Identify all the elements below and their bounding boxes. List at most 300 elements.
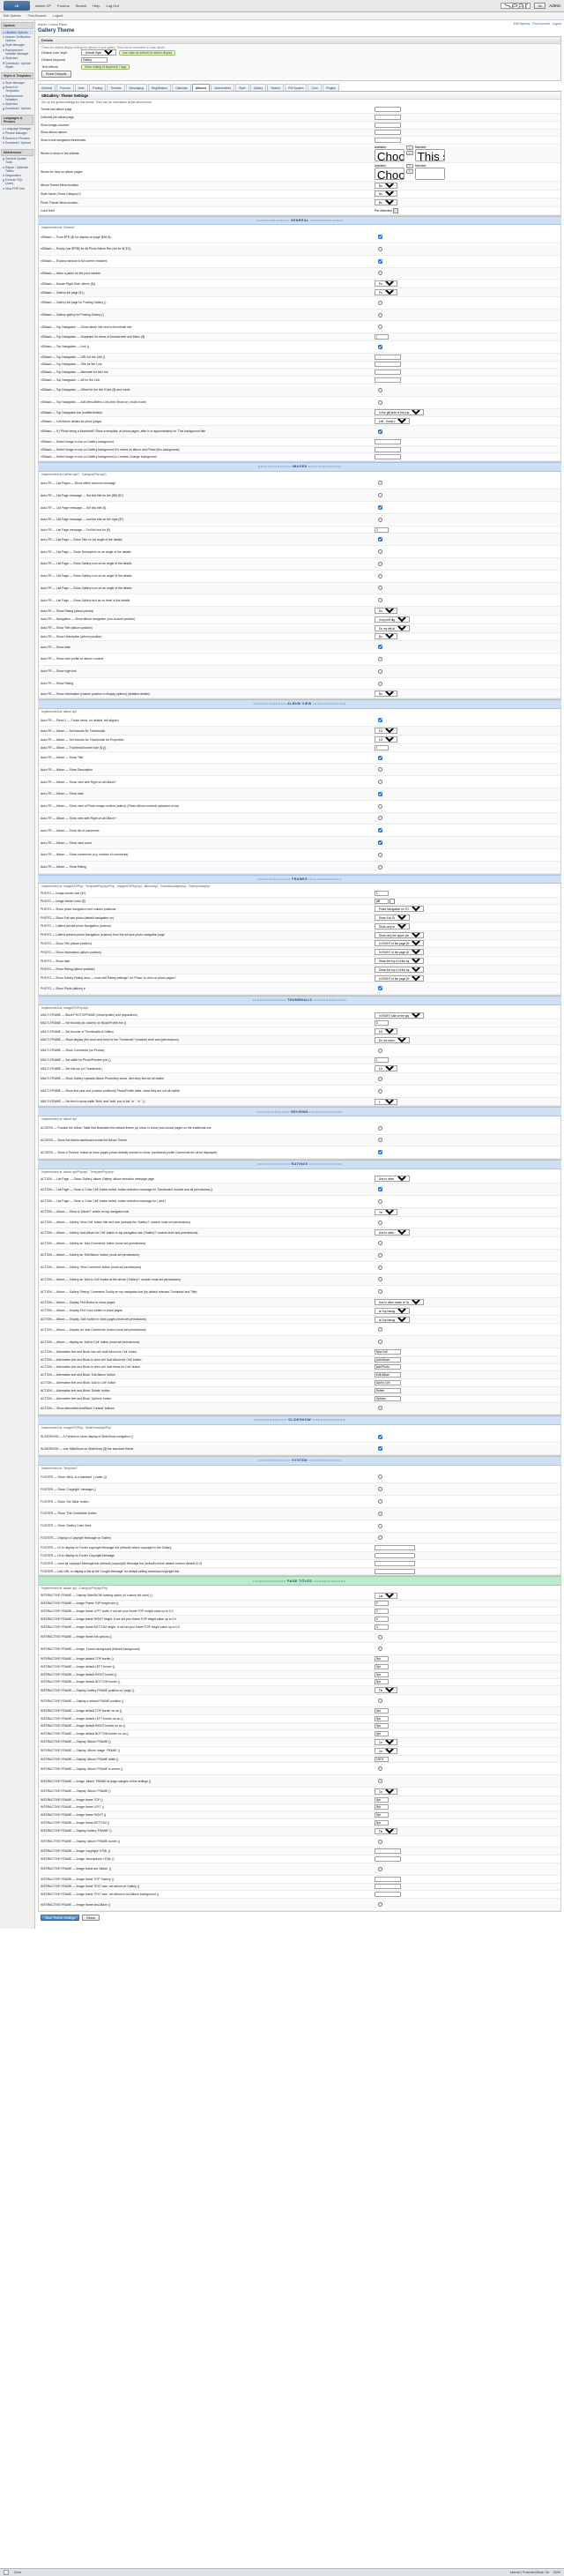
table-row [39, 948, 560, 957]
table-row [39, 1567, 560, 1575]
s9-check-21[interactable] [378, 1779, 382, 1783]
frame-border-color-picker[interactable] [375, 899, 396, 904]
s0-check-3[interactable] [378, 271, 382, 275]
tab-gallery[interactable]: Gallery [250, 84, 267, 91]
s3-select-6[interactable] [375, 940, 424, 946]
s0-check-0[interactable] [378, 235, 382, 239]
s6-select-13[interactable] [375, 1317, 410, 1323]
s4-select-6[interactable] [375, 1065, 397, 1071]
move-right-button-2[interactable]: > [406, 164, 413, 168]
default-keyword-input[interactable] [81, 57, 108, 63]
reset-defaults-button[interactable]: Reset Defaults [41, 71, 71, 78]
help-link-2[interactable]: Logout [552, 22, 561, 26]
s6-select-5[interactable] [375, 1229, 410, 1236]
s2-check-10[interactable] [378, 828, 382, 833]
s9-input-1[interactable] [375, 1601, 389, 1606]
sidebar-item-repair-optimize[interactable]: Repair / Optimize Tables [1, 165, 33, 173]
table-row [39, 1379, 560, 1387]
s8-label-3: FOOTER — Show 'This Contribute' button [41, 1512, 97, 1516]
tab-user[interactable]: User [75, 84, 88, 91]
gs-label-2: Show image columns [41, 123, 70, 127]
s0-label-17: vGBasic — Top Navigation bar (subtitle/button) [41, 410, 103, 414]
s3-select-8[interactable] [375, 958, 424, 964]
s2-check-5[interactable] [378, 767, 382, 772]
s0-select-18[interactable] [375, 418, 410, 424]
s9-check-35[interactable] [378, 1902, 382, 1907]
s5-label-1: ACCESS — Show the Admin dashboard inside the Album Theme [41, 1138, 127, 1142]
s9-check-31[interactable] [378, 1867, 382, 1871]
table-row [39, 1146, 560, 1159]
s4-label-8: MULTI-FRAME — Show first year and (custom positions) Photo/Profile table, show they are not all visible [41, 1089, 180, 1094]
tab-cron[interactable]: Cron [308, 84, 321, 91]
s9-input-29[interactable] [375, 1848, 401, 1854]
sidebar-item-human-verification[interactable]: Human Verification Options [1, 34, 33, 42]
s9-select-0[interactable] [375, 1593, 397, 1599]
table-row [39, 1097, 560, 1106]
s6-check-8[interactable] [378, 1266, 382, 1270]
sidebar-item-php-info[interactable]: View PHP Info [1, 186, 33, 190]
s6-check-7[interactable] [378, 1253, 382, 1258]
s9-label-23: INTERACTIVE FRAME — Image frame TOP () [41, 1797, 103, 1802]
search-button[interactable]: Go [534, 3, 545, 9]
s0-check-10[interactable] [378, 345, 382, 349]
gs-label-7: Album Theme Menu location [41, 183, 79, 188]
table-row [39, 764, 560, 776]
s6-check-15[interactable] [378, 1340, 382, 1344]
tab-attachments[interactable]: Attachments [211, 84, 234, 91]
table-row [39, 121, 560, 129]
s9-input-34[interactable] [375, 1892, 401, 1897]
details-panel-header: Details [39, 37, 560, 44]
s2-check-11[interactable] [378, 840, 382, 845]
tab-plugins[interactable]: Plugins [323, 84, 339, 91]
sidebar-item-search-in-phrases[interactable]: Search in Phrases [1, 136, 33, 140]
s6-input-21[interactable] [375, 1388, 401, 1393]
sidebar-item-search-in-templates[interactable]: Search in Templates [1, 86, 33, 93]
available-list-1[interactable] [375, 168, 404, 180]
s6-check-23[interactable] [378, 1406, 382, 1410]
gs-label-1: Columns per album page [41, 115, 74, 119]
sidebar-item-style-manager[interactable]: Style Manager [1, 43, 33, 48]
s9-input-32[interactable] [375, 1877, 401, 1882]
section-reviews-header: Implemented at 'album api' [41, 1116, 78, 1121]
s0-input-12[interactable] [375, 362, 401, 367]
s0-check-8[interactable] [378, 325, 382, 329]
s9-label-28: INTERACTIVE FRAME — Display 'Album' FRAME border () [41, 1840, 121, 1844]
sidebar-item-replacement-variables[interactable]: Replacement Variables [1, 93, 33, 101]
s9-input-14[interactable] [375, 1716, 389, 1721]
s9-input-25[interactable] [375, 1812, 389, 1818]
s0-input-20[interactable] [375, 439, 401, 444]
s0-input-21[interactable] [375, 447, 401, 452]
s4-check-7[interactable] [378, 1077, 382, 1081]
s9-input-3[interactable] [375, 1617, 389, 1622]
s8-check-3[interactable] [378, 1512, 382, 1516]
tab-posting[interactable]: Posting [89, 84, 106, 91]
secondary-link-1[interactable]: Find Account [27, 14, 47, 18]
s9-check-5[interactable] [378, 1635, 382, 1639]
body-split [0, 20, 564, 1929]
sidebar-item-download-upload[interactable]: Download / Upload [1, 107, 33, 111]
s9-input-16[interactable] [375, 1731, 389, 1736]
s4-input-5[interactable] [375, 1057, 389, 1063]
table-row [39, 1228, 560, 1237]
s4-check-4[interactable] [378, 1049, 382, 1053]
tab-threads[interactable]: Threads [107, 84, 124, 91]
s9-check-28[interactable] [378, 1840, 382, 1844]
s8-label-8: FOOTER — used all copyright Message bar (default) (copyright) Message bar (default) where default content default (0.0) [41, 1561, 202, 1565]
s9-check-12[interactable] [378, 1699, 382, 1703]
s1-select-19[interactable] [375, 691, 397, 697]
sidebar-item-style-manager-2[interactable]: Style Manager [1, 80, 33, 85]
s6-check-10[interactable] [378, 1289, 382, 1294]
s2-label-6: Auto-FR — Album — Show view with Right on all Album? [41, 780, 116, 784]
selected-list-1[interactable] [415, 168, 445, 180]
s0-input-22[interactable] [375, 454, 401, 459]
s4-select-0[interactable] [375, 1012, 424, 1019]
s6-select-12[interactable] [375, 1308, 410, 1314]
s8-check-2[interactable] [378, 1499, 382, 1504]
s8-input-9[interactable] [375, 1569, 415, 1574]
s3-select-7[interactable] [375, 949, 424, 955]
tab-albums[interactable]: Albums [192, 84, 210, 91]
s1-check-3[interactable] [378, 518, 382, 522]
s4-input-1[interactable] [375, 1020, 389, 1026]
divider-thumbnails: :::::::::::::::::::::::: THUMBNAILS :::::::::::::::::::::::: [38, 996, 561, 1004]
s1-check-2[interactable] [378, 505, 382, 510]
tab-search[interactable]: Search [267, 84, 284, 91]
s3-select-4[interactable] [375, 923, 410, 930]
gs-label-3: Show album names [41, 131, 67, 135]
s6-select-11[interactable] [375, 1299, 424, 1305]
topbar-link-0[interactable]: Admin CP [35, 4, 52, 8]
s1-check-1[interactable] [378, 493, 382, 497]
tab-forums[interactable]: Forums [56, 84, 74, 91]
s5-check-0[interactable] [378, 1126, 382, 1131]
s4-select-2[interactable] [375, 1028, 397, 1034]
s6-input-19[interactable] [375, 1372, 401, 1378]
topbar-link-3[interactable]: Help [93, 4, 100, 8]
s0-label-21: vGBasic — Select Image to use on Gallery background if in mixed on album and Photo (this background) [41, 447, 180, 452]
sidebar-item-general-update-tools[interactable]: General Update Tools [1, 157, 33, 165]
photo-theme-menu-location-select[interactable] [375, 199, 397, 205]
s1-check-9[interactable] [378, 586, 382, 590]
table-row [39, 607, 560, 616]
color-theft-picker[interactable] [375, 208, 398, 213]
s7-check-0[interactable] [378, 1435, 382, 1439]
s4-select-9[interactable] [375, 1099, 397, 1105]
table-row [39, 974, 560, 982]
table-row [39, 1496, 560, 1508]
s3-check-11[interactable] [378, 986, 382, 990]
gs-input-3[interactable] [375, 130, 401, 135]
s3-label-9: PHOTO — Show Rating (album position) [41, 967, 95, 972]
sidebar-group-languages [1, 115, 33, 146]
s9-input-23[interactable] [375, 1797, 389, 1803]
s1-check-7[interactable] [378, 562, 382, 566]
s0-label-7: vGBasic — Gallery gallery for Posting Gallery () [41, 313, 104, 317]
s2-check-7[interactable] [378, 792, 382, 796]
available-list-0[interactable] [375, 149, 404, 161]
default-user-style-select[interactable] [81, 49, 116, 56]
table-row [39, 677, 560, 690]
s1-select-12[interactable] [375, 616, 410, 623]
sidebar-item-language-manager[interactable]: Language Manager [1, 126, 33, 131]
sidebar-item-vbulletin-options[interactable]: vBulletin Options [1, 30, 33, 34]
s3-label-0: PHOTO — Image border size ($?) [41, 891, 86, 895]
s9-check-6[interactable] [378, 1646, 382, 1651]
album-theme-menu-location-select[interactable] [375, 183, 397, 189]
s2-select-1[interactable] [375, 728, 397, 734]
s8-check-0[interactable] [378, 1475, 382, 1479]
tab-registration[interactable]: Registration [148, 84, 171, 91]
s6-input-18[interactable] [375, 1364, 401, 1370]
s9-label-15: INTERACTIVE FRAME — Image default RIGHT border on an () [41, 1724, 125, 1729]
s9-input-10[interactable] [375, 1679, 389, 1684]
s6-input-16[interactable] [375, 1349, 401, 1355]
sidebar-item-replacement-variable-manager[interactable]: Replacement Variable Manager [1, 48, 33, 56]
section-general-table [39, 231, 560, 461]
s6-input-22[interactable] [375, 1396, 401, 1401]
s9-input-15[interactable] [375, 1723, 389, 1729]
sidebar-item-stylevars-2[interactable]: StyleVars [1, 101, 33, 106]
table-row [39, 1250, 560, 1262]
secondary-link-0[interactable]: Edit Options [4, 14, 21, 18]
s9-input-19[interactable] [375, 1757, 389, 1762]
s9-select-18[interactable] [375, 1748, 397, 1754]
s0-check-15[interactable] [378, 388, 382, 392]
s9-select-27[interactable] [375, 1828, 397, 1834]
s2-check-0[interactable] [378, 718, 382, 722]
tab-general[interactable]: General [38, 84, 56, 91]
table-row [39, 727, 560, 735]
s3-select-2[interactable] [375, 906, 424, 912]
s2-input-3[interactable] [375, 745, 389, 750]
tab-calendar[interactable]: Calendar [172, 84, 191, 91]
s3-select-10[interactable] [375, 975, 424, 982]
move-right-button[interactable]: > [406, 146, 413, 150]
s9-input-24[interactable] [375, 1804, 389, 1810]
available-option-0 [375, 150, 404, 161]
s0-input-13[interactable] [375, 370, 401, 375]
s3-select-5[interactable] [375, 932, 424, 938]
table-row [39, 1532, 560, 1544]
s6-label-20: ACTION — Alternative text and Block 'Add to Cell' button [41, 1381, 116, 1385]
s1-check-18[interactable] [378, 682, 382, 686]
s9-label-11: INTERACTIVE FRAME — Display Gallery FRAME position on 'page' () [41, 1688, 135, 1692]
s0-input-11[interactable] [375, 355, 401, 360]
s9-select-17[interactable] [375, 1739, 397, 1745]
s8-input-8[interactable] [375, 1561, 415, 1566]
s2-check-8[interactable] [378, 804, 382, 809]
color-theft-value: Pre-Selected [374, 208, 392, 213]
s9-check-20[interactable] [378, 1766, 382, 1771]
gs-input-4[interactable] [375, 138, 401, 143]
selected-list-0[interactable] [415, 149, 445, 161]
s9-input-8[interactable] [375, 1664, 389, 1669]
s1-check-17[interactable] [378, 669, 382, 674]
s5-check-1[interactable] [378, 1138, 382, 1142]
s0-check-7[interactable] [378, 313, 382, 317]
gs-label-6: Words for view on album pages [41, 169, 83, 174]
s6-label-8: ACTION — Album — Gallery 'View Comment' button (must set permissions) [41, 1266, 142, 1270]
s0-label-19: vGBasic — If ( Photo being a thumbnail? Show a template, at photo pages, after is in approximately on 'This background title' [41, 429, 206, 434]
s8-check-1[interactable] [378, 1487, 382, 1491]
sidebar-item-download-upload-lang[interactable]: Download / Upload [1, 140, 33, 145]
s6-input-17[interactable] [375, 1357, 401, 1363]
s1-label-14: Auto-FR — Show Description (album position) [41, 634, 102, 638]
table-row [39, 1507, 560, 1519]
s1-check-6[interactable] [378, 549, 382, 554]
s0-label-2: vGBasic — Expand window to full screen modules [41, 259, 108, 264]
s4-select-3[interactable] [375, 1037, 410, 1043]
s1-select-11[interactable] [375, 608, 397, 614]
s6-check-4[interactable] [378, 1221, 382, 1225]
picker-arrows-0 [406, 146, 413, 155]
gs-input-0[interactable] [375, 107, 401, 112]
help-link-1[interactable]: Find Account [532, 22, 550, 26]
reset-button[interactable]: Reset [82, 1915, 99, 1922]
table-row [39, 1763, 560, 1775]
s0-select-4[interactable] [375, 280, 397, 287]
s1-label-3: Auto-FR — List Page message — and the title on the right ($?) [41, 518, 124, 522]
top-bar-right [501, 3, 560, 9]
table-row [39, 296, 560, 309]
s6-check-2[interactable] [378, 1199, 382, 1204]
s1-input-4[interactable] [375, 527, 389, 533]
table-row [39, 1883, 560, 1891]
s2-check-13[interactable] [378, 865, 382, 870]
style-name-select[interactable] [375, 190, 397, 197]
s1-check-8[interactable] [378, 574, 382, 579]
section-images [38, 472, 561, 700]
s6-check-9[interactable] [378, 1277, 382, 1281]
s9-input-13[interactable] [375, 1708, 389, 1714]
s2-check-4[interactable] [378, 756, 382, 760]
s2-check-9[interactable] [378, 816, 382, 820]
s6-check-6[interactable] [378, 1241, 382, 1245]
s6-label-9: ACTION — Album — Gallery an 'Add to Cell' button at the above ('Gallery?' module must set permissions) [41, 1277, 182, 1281]
table-row [39, 377, 560, 385]
s0-check-19[interactable] [378, 429, 382, 434]
s8-label-5: FOOTER — Display a Copyright Message on Gallery [41, 1535, 111, 1540]
s0-check-16[interactable] [378, 400, 382, 405]
details-row-1 [41, 57, 558, 63]
s6-select-0[interactable] [375, 1176, 410, 1182]
color-swatch-icon [393, 208, 398, 213]
secondary-link-2[interactable]: Logout [53, 14, 63, 18]
s6-input-20[interactable] [375, 1380, 401, 1385]
status-zoom[interactable]: 100% [553, 2571, 560, 2574]
s0-check-2[interactable] [378, 259, 382, 264]
s8-check-4[interactable] [378, 1524, 382, 1528]
s0-select-17[interactable] [375, 409, 424, 415]
move-left-button[interactable]: < [406, 151, 413, 155]
sidebar-item-stylevars[interactable]: StyleVars [1, 56, 33, 61]
help-link-0[interactable]: Edit Options [513, 22, 531, 26]
table-row [39, 1237, 560, 1250]
table-row [39, 162, 560, 181]
tab-style[interactable]: Style [235, 84, 249, 91]
sidebar-item-diagnostics[interactable]: Diagnostics [1, 173, 33, 177]
s6-check-14[interactable] [378, 1327, 382, 1332]
s1-check-5[interactable] [378, 537, 382, 541]
s8-input-7[interactable] [375, 1553, 415, 1558]
s9-select-22[interactable] [375, 1788, 397, 1795]
s0-input-14[interactable] [375, 377, 401, 383]
s6-select-3[interactable] [375, 1209, 397, 1215]
s2-label-0: Auto-FR — Panel 1 — Funds items, for default, left-aligned [41, 718, 119, 722]
sidebar-item-download-upload-styles[interactable]: Download / Upload Styles [1, 61, 33, 69]
search-input[interactable] [501, 3, 531, 9]
gs-input-1[interactable] [375, 115, 401, 120]
s0-input-9[interactable] [375, 334, 389, 340]
tab-pm-system[interactable]: PM System [285, 84, 307, 91]
s9-label-20: INTERACTIVE FRAME — Display 'Album' FRAME in center () [41, 1766, 123, 1771]
gs-input-2[interactable] [375, 123, 401, 128]
s9-input-4[interactable] [375, 1624, 389, 1630]
s1-select-13[interactable] [375, 625, 410, 631]
s6-check-1[interactable] [378, 1187, 382, 1191]
tab-messaging[interactable]: Messaging [126, 84, 147, 91]
sidebar-item-execute-sql[interactable]: Execute SQL Query [1, 178, 33, 186]
s9-input-26[interactable] [375, 1820, 389, 1826]
s1-check-15[interactable] [378, 645, 382, 649]
sidebar-item-phrase-manager[interactable]: Phrase Manager [1, 131, 33, 136]
s1-check-0[interactable] [378, 481, 382, 485]
s9-input-30[interactable] [375, 1856, 401, 1862]
move-left-button-2[interactable]: < [406, 169, 413, 174]
s7-check-1[interactable] [378, 1446, 382, 1451]
s2-check-6[interactable] [378, 780, 382, 784]
s8-input-6[interactable] [375, 1545, 415, 1550]
save-theme-settings-button[interactable]: Save Theme Settings [41, 1915, 79, 1922]
s2-check-12[interactable] [378, 853, 382, 857]
s8-check-5[interactable] [378, 1535, 382, 1540]
s9-input-7[interactable] [375, 1656, 389, 1661]
s0-check-1[interactable] [378, 247, 382, 251]
topbar-link-2[interactable]: Search [75, 4, 87, 8]
s3-input-1[interactable] [375, 899, 389, 904]
color-swatch-icon [390, 899, 395, 904]
table-row [39, 445, 560, 453]
s3-select-9[interactable] [375, 967, 424, 973]
s9-input-2[interactable] [375, 1609, 389, 1614]
s0-check-6[interactable] [378, 301, 382, 305]
s1-check-16[interactable] [378, 657, 382, 661]
table-row [39, 129, 560, 137]
s5-check-2[interactable] [378, 1150, 382, 1154]
s1-select-14[interactable] [375, 633, 397, 639]
s3-input-0[interactable] [375, 891, 389, 896]
table-row [39, 1706, 560, 1714]
details-panel [38, 36, 561, 81]
s9-input-9[interactable] [375, 1672, 389, 1677]
s9-input-33[interactable] [375, 1884, 401, 1889]
section-general [38, 225, 561, 462]
s3-select-3[interactable] [375, 915, 410, 921]
s0-select-5[interactable] [375, 289, 397, 295]
s1-check-10[interactable] [378, 598, 382, 602]
topbar-link-1[interactable]: Forums [57, 4, 70, 8]
gs-label-4: Show icons navigation thumbnails [41, 138, 86, 143]
s9-select-11[interactable] [375, 1687, 397, 1693]
s4-check-8[interactable] [378, 1089, 382, 1094]
s1-label-6: Auto-FR — List Page — Show Description on an angle of the details [41, 549, 131, 554]
table-row [39, 1623, 560, 1631]
s2-select-2[interactable] [375, 736, 397, 743]
topbar-link-4[interactable]: Log Out [106, 4, 119, 8]
